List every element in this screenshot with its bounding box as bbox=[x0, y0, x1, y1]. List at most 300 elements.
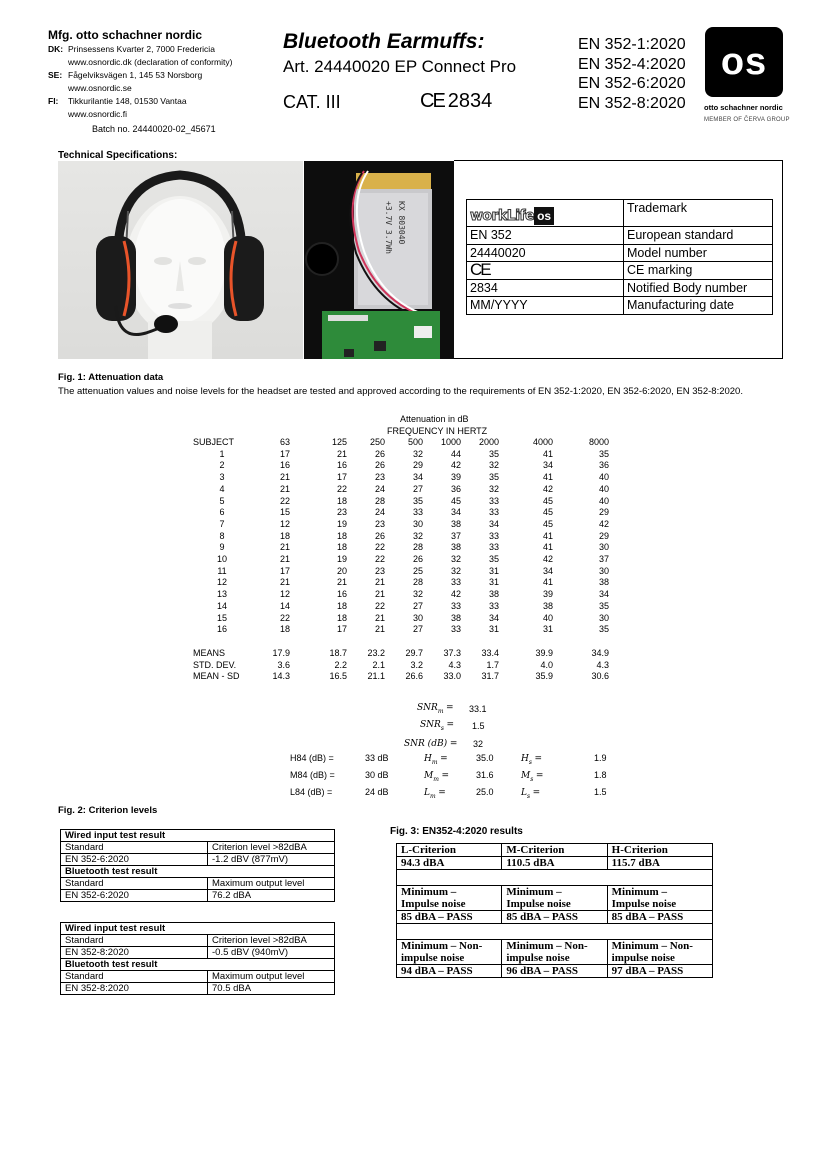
category: CAT. III bbox=[283, 92, 341, 112]
attenuation-value: 35 bbox=[488, 448, 499, 459]
attenuation-value: 21 bbox=[374, 624, 385, 635]
table-row bbox=[61, 947, 335, 959]
spacer-row bbox=[397, 870, 713, 886]
snr-db-value: 32 bbox=[473, 739, 484, 749]
worklife-logo bbox=[470, 207, 554, 225]
attenuation-value: 45 bbox=[542, 507, 553, 518]
attenuation-value: 32 bbox=[488, 483, 499, 494]
subject-id: 2 bbox=[219, 460, 225, 471]
stats-value: 39.9 bbox=[535, 647, 553, 658]
attenuation-value: 33 bbox=[488, 600, 499, 611]
hml-value: 24 dB bbox=[365, 787, 389, 797]
logo-company-name: otto schachner nordic bbox=[704, 103, 783, 112]
subject-id: 3 bbox=[219, 472, 225, 483]
attenuation-value: 42 bbox=[542, 483, 553, 494]
sd-value: 1.5 bbox=[594, 787, 607, 797]
attenuation-value: 42 bbox=[450, 589, 461, 600]
subject-row bbox=[193, 589, 609, 601]
subject-id: 16 bbox=[216, 624, 227, 635]
symbols-table bbox=[466, 199, 773, 315]
table-row bbox=[467, 244, 773, 262]
cell: M-Criterion bbox=[502, 844, 607, 857]
ce-marking bbox=[420, 90, 492, 113]
meaning-cell: Trademark bbox=[624, 200, 773, 227]
criterion-table-1 bbox=[60, 829, 335, 902]
attenuation-value: 12 bbox=[279, 518, 290, 529]
hml-label: M84 (dB) = bbox=[290, 770, 335, 780]
attenuation-value: 19 bbox=[336, 518, 347, 529]
attenuation-value: 41 bbox=[542, 448, 553, 459]
attenuation-value: 18 bbox=[336, 542, 347, 553]
header-row bbox=[193, 437, 609, 449]
svg-text:+3.7V 3.7Wh: +3.7V 3.7Wh bbox=[384, 201, 393, 254]
table-row bbox=[397, 965, 713, 978]
subject-row bbox=[193, 519, 609, 531]
freq-header: 250 bbox=[369, 437, 385, 447]
address-se bbox=[48, 69, 232, 82]
cell: Minimum – Non- impulse noise bbox=[607, 940, 712, 965]
attenuation-value: 28 bbox=[412, 542, 423, 553]
subject-id: 11 bbox=[217, 565, 227, 576]
table-row bbox=[61, 971, 335, 983]
attenuation-value: 39 bbox=[450, 472, 461, 483]
attenuation-value: 21 bbox=[336, 448, 347, 459]
attenuation-value: 14 bbox=[279, 600, 290, 611]
svg-text:KX 803040: KX 803040 bbox=[397, 201, 406, 245]
attenuation-value: 28 bbox=[374, 495, 385, 506]
ce-icon: CE bbox=[467, 262, 624, 280]
standard-item: EN 352-8:2020 bbox=[578, 94, 686, 112]
subject-row bbox=[193, 460, 609, 472]
attenuation-value: 31 bbox=[542, 624, 553, 635]
attenuation-value: 34 bbox=[542, 565, 553, 576]
attenuation-value: 21 bbox=[279, 554, 290, 565]
attenuation-value: 18 bbox=[336, 612, 347, 623]
attenuation-value: 18 bbox=[336, 600, 347, 611]
worklife-logo-text: workLife bbox=[470, 208, 535, 224]
cell: EN 352-8:2020 bbox=[61, 947, 208, 959]
subject-row bbox=[193, 449, 609, 461]
subject-row bbox=[193, 472, 609, 484]
subject-id: 13 bbox=[216, 589, 227, 600]
symbol-cell: EN 352 bbox=[467, 227, 624, 245]
attenuation-value: 29 bbox=[412, 460, 423, 471]
stats-value: 31.7 bbox=[481, 671, 499, 682]
cell: 70.5 dBA bbox=[208, 983, 335, 995]
attenuation-value: 29 bbox=[598, 507, 609, 518]
attenuation-value: 40 bbox=[598, 472, 609, 483]
attenuation-value: 18 bbox=[279, 624, 290, 635]
attenuation-value: 35 bbox=[598, 448, 609, 459]
snr-m-value: 33.1 bbox=[469, 704, 487, 714]
symbol-cell: 24440020 bbox=[467, 244, 624, 262]
attenuation-value: 32 bbox=[488, 460, 499, 471]
cell: Maximum output level bbox=[208, 971, 335, 983]
mean-value: 25.0 bbox=[476, 787, 494, 797]
cell: 85 dBA – PASS bbox=[502, 911, 607, 924]
table-row bbox=[61, 959, 335, 971]
attenuation-value: 34 bbox=[488, 518, 499, 529]
cell: Minimum – Impulse noise bbox=[607, 886, 712, 911]
attenuation-value: 27 bbox=[412, 624, 423, 635]
attenuation-value: 32 bbox=[412, 589, 423, 600]
attenuation-value: 26 bbox=[374, 460, 385, 471]
attenuation-value: 38 bbox=[450, 518, 461, 529]
sd-symbol: $H_s$ = bbox=[521, 754, 543, 766]
attenuation-value: 20 bbox=[336, 565, 347, 576]
attenuation-value: 21 bbox=[336, 577, 347, 588]
stats-value: 29.7 bbox=[405, 647, 423, 658]
stats-value: 26.6 bbox=[405, 671, 423, 682]
stats-value: 33.0 bbox=[443, 671, 461, 682]
attenuation-value: 16 bbox=[336, 460, 347, 471]
address-line: Fågelviksvägen 1, 145 53 Norsborg bbox=[68, 70, 203, 80]
mean-value: 31.6 bbox=[476, 770, 494, 780]
attenuation-table bbox=[193, 437, 609, 683]
headset-photo bbox=[58, 161, 303, 359]
wired-title: Wired input test result bbox=[61, 830, 335, 842]
meaning-cell: European standard bbox=[624, 227, 773, 245]
stats-value: 16.5 bbox=[329, 671, 347, 682]
frequency-heading: FREQUENCY IN HERTZ bbox=[387, 426, 488, 436]
attenuation-value: 41 bbox=[542, 530, 553, 541]
standard-item: EN 352-1:2020 bbox=[578, 36, 686, 53]
freq-header: 125 bbox=[331, 437, 347, 447]
stats-value: 23.2 bbox=[367, 647, 385, 658]
stats-value: 33.4 bbox=[481, 647, 499, 658]
cell: 97 dBA – PASS bbox=[607, 965, 712, 978]
attenuation-value: 21 bbox=[279, 542, 290, 553]
cell: Minimum – Non- impulse noise bbox=[397, 940, 502, 965]
attenuation-value: 33 bbox=[488, 542, 499, 553]
table-row bbox=[467, 227, 773, 245]
attenuation-value: 38 bbox=[450, 612, 461, 623]
table-row bbox=[61, 854, 335, 866]
attenuation-value: 18 bbox=[279, 530, 290, 541]
attenuation-value: 33 bbox=[488, 530, 499, 541]
mean-symbol: $L_m$ = bbox=[424, 788, 446, 800]
addresses bbox=[48, 43, 232, 121]
attenuation-heading: Attenuation in dB bbox=[400, 414, 469, 424]
freq-header: 500 bbox=[407, 437, 423, 447]
cell: 110.5 dBA bbox=[502, 857, 607, 870]
subject-id: 9 bbox=[219, 542, 225, 553]
subject-row bbox=[193, 507, 609, 519]
hml-value: 33 dB bbox=[365, 753, 389, 763]
stats-value: 4.3 bbox=[596, 659, 609, 670]
stats-row bbox=[193, 648, 609, 660]
attenuation-value: 31 bbox=[488, 577, 499, 588]
stats-label: MEAN - SD bbox=[193, 671, 240, 682]
attenuation-value: 42 bbox=[450, 460, 461, 471]
stats-label: STD. DEV. bbox=[193, 659, 237, 670]
subject-row bbox=[193, 496, 609, 508]
meaning-cell: CE marking bbox=[624, 262, 773, 280]
attenuation-value: 35 bbox=[598, 624, 609, 635]
attenuation-value: 29 bbox=[598, 530, 609, 541]
cell: EN 352-6:2020 bbox=[61, 890, 208, 902]
attenuation-value: 32 bbox=[450, 565, 461, 576]
cell: 85 dBA – PASS bbox=[397, 911, 502, 924]
attenuation-value: 35 bbox=[488, 554, 499, 565]
attenuation-value: 33 bbox=[488, 495, 499, 506]
attenuation-value: 24 bbox=[374, 483, 385, 494]
cell: Standard bbox=[61, 935, 208, 947]
stats-value: 2.1 bbox=[372, 659, 385, 670]
attenuation-value: 27 bbox=[412, 600, 423, 611]
table-row bbox=[61, 983, 335, 995]
attenuation-value: 41 bbox=[542, 472, 553, 483]
bluetooth-title: Bluetooth test result bbox=[61, 959, 335, 971]
stats-value: 37.3 bbox=[443, 647, 461, 658]
cell: -0.5 dBV (940mV) bbox=[208, 947, 335, 959]
attenuation-value: 16 bbox=[279, 460, 290, 471]
snr-s-label: $SNR_s$ = bbox=[420, 720, 454, 732]
product-title: Bluetooth Earmuffs: bbox=[283, 30, 485, 53]
freq-header: 2000 bbox=[478, 437, 499, 447]
address-fi bbox=[48, 95, 232, 108]
spacer-row bbox=[397, 924, 713, 940]
address-line: Tikkurilantie 148, 01530 Vantaa bbox=[68, 96, 187, 106]
attenuation-value: 26 bbox=[374, 448, 385, 459]
sd-symbol: $L_s$ = bbox=[521, 788, 541, 800]
attenuation-value: 25 bbox=[412, 565, 423, 576]
snr-db-label: SNR (dB) = bbox=[404, 739, 458, 749]
subject-id: 7 bbox=[219, 518, 225, 529]
snr-s-value: 1.5 bbox=[472, 721, 485, 731]
cell: Criterion level >82dBA bbox=[208, 842, 335, 854]
fig3-title: Fig. 3: EN352-4:2020 results bbox=[390, 826, 523, 837]
attenuation-value: 18 bbox=[336, 495, 347, 506]
attenuation-value: 17 bbox=[336, 472, 347, 483]
cell: 85 dBA – PASS bbox=[607, 911, 712, 924]
tech-specs-title: Technical Specifications: bbox=[58, 150, 178, 161]
cell: 76.2 dBA bbox=[208, 890, 335, 902]
subject-id: 14 bbox=[216, 600, 227, 611]
freq-header: 8000 bbox=[588, 437, 609, 447]
cell: H-Criterion bbox=[607, 844, 712, 857]
table-row bbox=[397, 940, 713, 965]
symbol-cell: 2834 bbox=[467, 279, 624, 297]
spacer-row bbox=[193, 636, 609, 648]
en352-4-results-table bbox=[396, 843, 713, 978]
attenuation-value: 17 bbox=[279, 565, 290, 576]
subject-row bbox=[193, 577, 609, 589]
attenuation-value: 28 bbox=[412, 577, 423, 588]
cell: EN 352-8:2020 bbox=[61, 983, 208, 995]
attenuation-value: 21 bbox=[374, 612, 385, 623]
subject-id: 12 bbox=[216, 577, 227, 588]
attenuation-value: 32 bbox=[412, 530, 423, 541]
subject-id: 8 bbox=[219, 530, 225, 541]
cell: Minimum – Impulse noise bbox=[502, 886, 607, 911]
attenuation-value: 24 bbox=[374, 507, 385, 518]
table-row bbox=[467, 279, 773, 297]
attenuation-value: 22 bbox=[279, 612, 290, 623]
fig1-title: Fig. 1: Attenuation data bbox=[58, 372, 164, 383]
hml-label: H84 (dB) = bbox=[290, 753, 334, 763]
battery-pcb-illustration bbox=[304, 161, 454, 359]
subject-id: 6 bbox=[219, 507, 225, 518]
attenuation-value: 38 bbox=[542, 600, 553, 611]
attenuation-value: 33 bbox=[450, 577, 461, 588]
os-logo bbox=[705, 27, 783, 97]
stats-value: 1.7 bbox=[486, 659, 499, 670]
stats-value: 3.2 bbox=[410, 659, 423, 670]
stats-value: 2.2 bbox=[334, 659, 347, 670]
stats-value: 34.9 bbox=[591, 647, 609, 658]
attenuation-value: 22 bbox=[374, 554, 385, 565]
mean-symbol: $M_m$ = bbox=[424, 771, 449, 783]
fig1-description: The attenuation values and noise levels for the headset are tested and approved according to the requirements of EN 352-1:2020, EN 352-6:2020, EN 352-8:2020. bbox=[58, 386, 743, 397]
cell: 115.7 dBA bbox=[607, 857, 712, 870]
attenuation-value: 22 bbox=[279, 495, 290, 506]
logo-text: os bbox=[720, 40, 768, 83]
hml-label: L84 (dB) = bbox=[290, 787, 333, 797]
attenuation-value: 40 bbox=[542, 612, 553, 623]
attenuation-value: 22 bbox=[374, 600, 385, 611]
logo-member-text: MEMBER OF ČERVA GROUP bbox=[704, 117, 790, 123]
website-link[interactable]: www.osnordic.fi bbox=[68, 109, 128, 119]
table-row bbox=[61, 923, 335, 935]
attenuation-value: 23 bbox=[336, 507, 347, 518]
table-row bbox=[61, 842, 335, 854]
attenuation-value: 33 bbox=[412, 507, 423, 518]
website-link[interactable]: www.osnordic.se bbox=[68, 83, 132, 93]
meaning-cell: Model number bbox=[624, 244, 773, 262]
stats-row bbox=[193, 671, 609, 683]
bluetooth-title: Bluetooth test result bbox=[61, 866, 335, 878]
attenuation-value: 27 bbox=[412, 483, 423, 494]
attenuation-value: 44 bbox=[450, 448, 461, 459]
attenuation-value: 26 bbox=[412, 554, 423, 565]
freq-header: 4000 bbox=[532, 437, 553, 447]
wired-title: Wired input test result bbox=[61, 923, 335, 935]
attenuation-value: 19 bbox=[336, 554, 347, 565]
stats-value: 35.9 bbox=[535, 671, 553, 682]
attenuation-value: 21 bbox=[279, 577, 290, 588]
sd-symbol: $M_s$ = bbox=[521, 771, 544, 783]
stats-label: MEANS bbox=[193, 647, 226, 658]
attenuation-value: 23 bbox=[374, 472, 385, 483]
cell: Minimum – Non- impulse noise bbox=[502, 940, 607, 965]
headset-illustration bbox=[58, 161, 303, 359]
fig2-title: Fig. 2: Criterion levels bbox=[58, 805, 158, 816]
trademark-logo-cell bbox=[467, 200, 624, 227]
attenuation-value: 33 bbox=[450, 600, 461, 611]
mean-value: 35.0 bbox=[476, 753, 494, 763]
attenuation-value: 33 bbox=[488, 507, 499, 518]
attenuation-value: 21 bbox=[374, 577, 385, 588]
attenuation-value: 21 bbox=[279, 483, 290, 494]
website-link[interactable]: www.osnordic.dk (declaration of conformity) bbox=[68, 57, 233, 67]
attenuation-value: 31 bbox=[488, 624, 499, 635]
stats-value: 30.6 bbox=[591, 671, 609, 682]
cell: 94 dBA – PASS bbox=[397, 965, 502, 978]
country-code: FI: bbox=[48, 96, 59, 106]
stats-value: 17.9 bbox=[272, 647, 290, 658]
cell: -1.2 dBV (877mV) bbox=[208, 854, 335, 866]
cell: Maximum output level bbox=[208, 878, 335, 890]
table-row bbox=[397, 844, 713, 857]
sd-value: 1.9 bbox=[594, 753, 607, 763]
attenuation-value: 38 bbox=[598, 577, 609, 588]
cell: L-Criterion bbox=[397, 844, 502, 857]
cell: Criterion level >82dBA bbox=[208, 935, 335, 947]
attenuation-value: 30 bbox=[598, 612, 609, 623]
freq-header: 63 bbox=[279, 437, 290, 447]
table-row bbox=[61, 878, 335, 890]
criterion-table-2 bbox=[60, 922, 335, 995]
table-row bbox=[397, 857, 713, 870]
subject-id: 4 bbox=[219, 483, 225, 494]
attenuation-value: 36 bbox=[598, 460, 609, 471]
attenuation-value: 38 bbox=[488, 589, 499, 600]
batch-number: Batch no. 24440020-02_45671 bbox=[92, 124, 216, 134]
attenuation-value: 34 bbox=[412, 472, 423, 483]
attenuation-value: 35 bbox=[488, 472, 499, 483]
mean-symbol: $H_m$ = bbox=[424, 754, 448, 766]
attenuation-value: 30 bbox=[598, 565, 609, 576]
address-line: Prinsessens Kvarter 2, 7000 Fredericia bbox=[68, 44, 215, 54]
address-fi-web bbox=[48, 108, 232, 121]
table-row bbox=[61, 890, 335, 902]
attenuation-value: 41 bbox=[542, 542, 553, 553]
stats-row bbox=[193, 660, 609, 672]
attenuation-value: 32 bbox=[450, 554, 461, 565]
attenuation-value: 30 bbox=[412, 518, 423, 529]
attenuation-value: 21 bbox=[279, 472, 290, 483]
attenuation-value: 45 bbox=[542, 518, 553, 529]
attenuation-value: 34 bbox=[542, 460, 553, 471]
attenuation-value: 40 bbox=[598, 495, 609, 506]
manufacturer-name: Mfg. otto schachner nordic bbox=[48, 28, 203, 42]
attenuation-value: 17 bbox=[336, 624, 347, 635]
attenuation-value: 37 bbox=[598, 554, 609, 565]
table-row bbox=[467, 200, 773, 227]
attenuation-value: 34 bbox=[488, 612, 499, 623]
attenuation-value: 30 bbox=[598, 542, 609, 553]
cell: Standard bbox=[61, 971, 208, 983]
table-row bbox=[467, 297, 773, 315]
attenuation-value: 16 bbox=[336, 589, 347, 600]
subject-row bbox=[193, 624, 609, 636]
cell: EN 352-6:2020 bbox=[61, 854, 208, 866]
cell: Minimum – Impulse noise bbox=[397, 886, 502, 911]
table-row bbox=[467, 262, 773, 280]
attenuation-value: 15 bbox=[279, 507, 290, 518]
attenuation-value: 45 bbox=[450, 495, 461, 506]
standards-list bbox=[578, 35, 686, 113]
subject-id: 15 bbox=[216, 612, 227, 623]
subject-row bbox=[193, 566, 609, 578]
cell: Standard bbox=[61, 842, 208, 854]
subject-row bbox=[193, 484, 609, 496]
attenuation-value: 18 bbox=[336, 530, 347, 541]
attenuation-value: 26 bbox=[374, 530, 385, 541]
attenuation-value: 21 bbox=[374, 589, 385, 600]
attenuation-value: 38 bbox=[450, 542, 461, 553]
attenuation-value: 31 bbox=[488, 565, 499, 576]
stats-value: 21.1 bbox=[367, 671, 385, 682]
snr-m-label: $SNR_m$ = bbox=[417, 703, 454, 715]
country-code: DK: bbox=[48, 44, 64, 54]
attenuation-value: 22 bbox=[336, 483, 347, 494]
attenuation-value: 45 bbox=[542, 495, 553, 506]
attenuation-value: 12 bbox=[279, 589, 290, 600]
subject-row bbox=[193, 542, 609, 554]
country-code: SE: bbox=[48, 70, 63, 80]
